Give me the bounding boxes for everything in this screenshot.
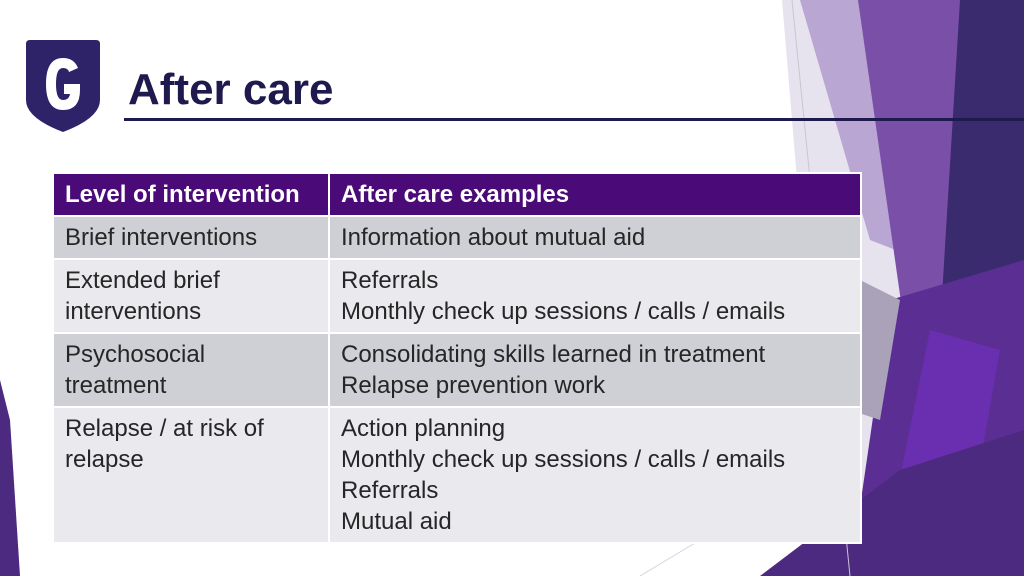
cell-text: Information about mutual aid	[341, 224, 646, 251]
cell-text: Relapse / at risk of	[65, 415, 264, 442]
cell-text: relapse	[65, 446, 144, 473]
cell-examples	[329, 333, 861, 407]
cell-level	[53, 407, 329, 543]
cell-text: Referrals	[341, 267, 439, 294]
table-row	[53, 216, 861, 259]
page-title: After care	[128, 65, 334, 114]
cell-level	[53, 216, 329, 259]
table-row	[53, 259, 861, 333]
cell-text: Referrals	[341, 477, 439, 504]
header-examples: After care examples	[329, 173, 861, 216]
cell-text: Monthly check up sessions / calls / emails	[341, 298, 786, 325]
logo-shield-shape	[26, 40, 100, 132]
header-level: Level of intervention	[53, 173, 329, 216]
title-underline	[124, 118, 1024, 121]
cell-examples	[329, 216, 861, 259]
cell-text: interventions	[65, 298, 202, 325]
cell-text: Monthly check up sessions / calls / emails	[341, 446, 786, 473]
cell-text: Psychosocial	[65, 341, 206, 368]
table-header-row	[53, 173, 861, 216]
cell-text: Brief interventions	[65, 224, 258, 251]
cell-text: Action planning	[341, 415, 506, 442]
decor-thin-line	[640, 540, 700, 576]
cell-text: Relapse prevention work	[341, 372, 606, 399]
g-shield-logo-icon	[24, 38, 102, 134]
cell-level	[53, 333, 329, 407]
cell-examples	[329, 259, 861, 333]
cell-text: Consolidating skills learned in treatment	[341, 341, 766, 368]
cell-text: Extended brief	[65, 267, 220, 294]
after-care-table	[52, 172, 862, 544]
cell-examples	[329, 407, 861, 543]
decor-left-sliver	[0, 380, 20, 576]
cell-text: treatment	[65, 372, 167, 399]
cell-text: Mutual aid	[341, 508, 452, 535]
table-row	[53, 333, 861, 407]
cell-level	[53, 259, 329, 333]
table-row	[53, 407, 861, 543]
